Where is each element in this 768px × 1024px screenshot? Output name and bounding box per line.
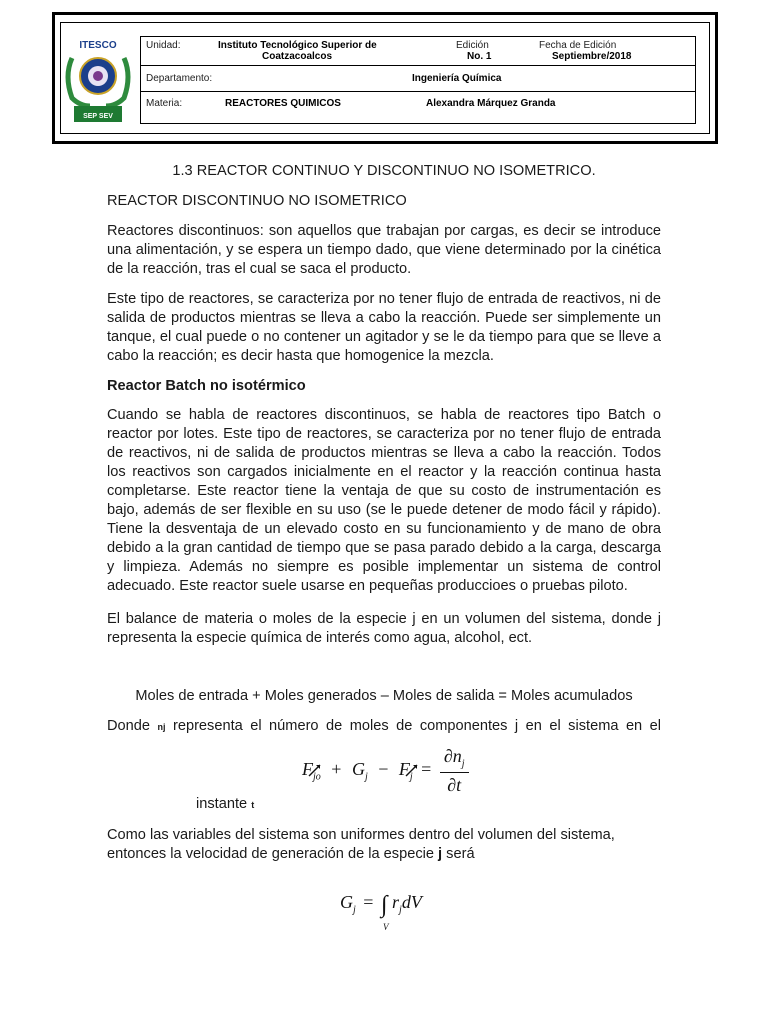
instante-word: instante	[196, 796, 248, 812]
materia-value: REACTORES QUIMICOS	[225, 98, 341, 109]
donde-line	[107, 717, 661, 737]
donde-pre: Donde	[107, 718, 151, 734]
edicion-label: Edición	[456, 40, 489, 51]
species-j-bold: j	[438, 846, 443, 862]
donde-var: nj	[157, 722, 166, 732]
equation-generation-rate: $G_j$ = ∫ V $r_jdV$	[340, 892, 422, 932]
departamento-label: Departamento:	[146, 73, 213, 84]
instante-var: t	[251, 800, 255, 810]
fecha-label: Fecha de Edición	[539, 40, 617, 51]
paragraph-1: Reactores discontinuos: son aquellos que trabajan por cargas, es decir se introduce una alimentación, y se espera un tiempo dado, que viene determinado por la cinética de la reacción, tras el cual se saca el producto.	[107, 223, 661, 277]
itesco-logo	[60, 36, 136, 124]
edicion-value: No. 1	[467, 51, 492, 62]
instante-line	[196, 795, 254, 815]
unidad-value-line2: Coatzacoalcos	[262, 51, 333, 62]
logo-text: ITESCO	[79, 40, 117, 51]
document-title: 1.3 REACTOR CONTINUO Y DISCONTINUO NO ISOMETRICO.	[172, 163, 596, 179]
departamento-value: Ingeniería Química	[412, 73, 502, 84]
balance-statement: Moles de entrada + Moles generados – Moles de salida = Moles acumulados	[135, 688, 633, 704]
heading-batch: Reactor Batch no isotérmico	[107, 378, 306, 394]
logo-badge: SEP SEV	[83, 113, 113, 120]
integral-sign: ∫ V	[380, 892, 389, 932]
eq1-fraction: $\frac{\partial n_j}{\partial t}$	[440, 746, 469, 796]
paragraph-5-line1: Como las variables del sistema son uniformes dentro del volumen del sistema,	[107, 827, 615, 843]
equation-mole-balance: $F_{jo}$ + $G_j - F_j$ = $\frac{\partial n_j}{\partial t}$	[302, 746, 469, 796]
paragraph-3: Cuando se habla de reactores discontinuos, se habla de reactores tipo Batch o reactor por lotes. Este tipo de reactores, se caracteriza por no tener flujo de entrada de reactivos, ni de salida de productos mientras se lleva a cabo la reacción. Todos los reactivos son cargados inicialmente en el reactor y la reacción continua hasta completarse. Este reactor tiene la ventaja de que su costo de instrumentación es bajo, además de ser flexible en su uso (se le puede detener de modo fácil y rápido). Tiene la desventaja de un elevado costo en su funcionamiento y de mano de obra debido a la gran cantidad de tiempo que se pasa parado debido a la carga, descarga y limpieza. Además no siempre es posible implementar un sistema de control adecuado. Este reactor suele usarse en pequeñas produccioes o pruebas piloto.	[107, 407, 661, 594]
unidad-value-line1: Instituto Tecnológico Superior de	[218, 40, 377, 51]
materia-label: Materia:	[146, 98, 183, 109]
autor-name: Alexandra Márquez Granda	[426, 98, 556, 109]
paragraph-4: El balance de materia o moles de la especie j en un volumen del sistema, donde j representa la especie química de interés como agua, alcohol, ect.	[107, 611, 661, 646]
section-subtitle: REACTOR DISCONTINUO NO ISOMETRICO	[107, 193, 407, 209]
paragraph-5-line2: entonces la velocidad de generación de la especie j será	[107, 846, 475, 862]
donde-post: representa el número de moles de componentes j en el sistema en el	[172, 718, 662, 734]
unidad-label: Unidad:	[146, 40, 181, 51]
eq1-F-in: $F_{jo}$	[302, 758, 321, 783]
fecha-value: Septiembre/2018	[552, 51, 632, 62]
eq1-F-out: $F_j$	[399, 759, 417, 779]
header-info-grid	[140, 36, 696, 124]
paragraph-2: Este tipo de reactores, se caracteriza por no tener flujo de entrada de reactivos, ni de salida de productos mientras se lleva a cabo la reacción. Puede ser simplemente un tanque, el cual puede o no contener un agitador y se le da tiempo para que se lleve a cabo la reacción; es decir hasta que homogenice la mezcla.	[107, 291, 661, 364]
eq1-G: $G_j$	[351, 758, 368, 783]
